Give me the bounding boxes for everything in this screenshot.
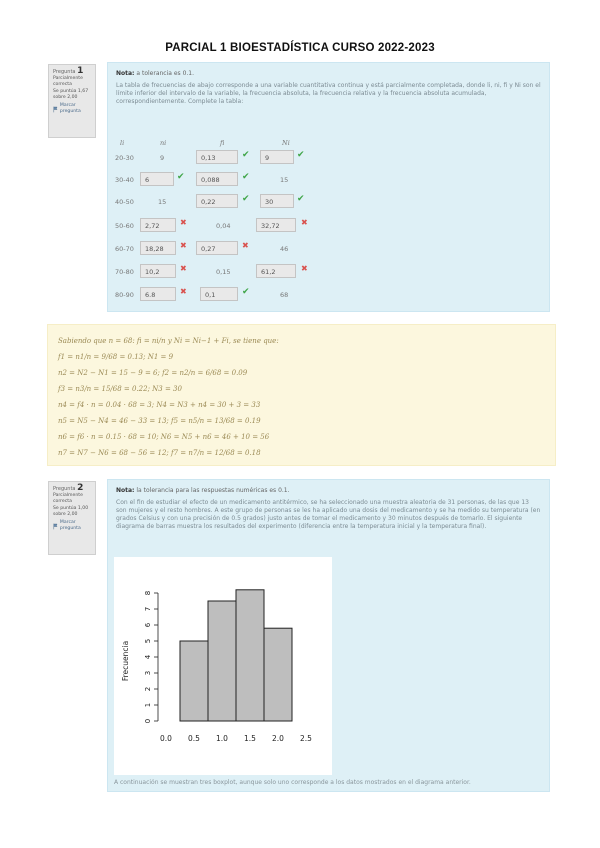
bar-2.0	[264, 628, 292, 721]
page-title: PARCIAL 1 BIOESTADÍSTICA CURSO 2022-2023	[165, 42, 435, 54]
Ni-cell: 15	[280, 176, 289, 184]
feedback-line: n4 = f4 · n = 0.04 · 68 = 3; N4 = N3 + n4 = 30 + 3 = 33	[58, 401, 261, 409]
check-icon: ✔	[242, 287, 250, 297]
header-fi: fi	[220, 139, 225, 147]
flag-question-button[interactable]: Marcar pregunta	[53, 103, 91, 115]
Ni-cell: 68	[280, 291, 289, 299]
y-tick-label: 7	[144, 606, 152, 612]
question-note: Nota: a tolerancia es 0.1.	[116, 70, 195, 77]
feedback-line: n7 = N7 − N6 = 68 − 56 = 12; f7 = n7/n = 12/68 = 0.18	[58, 449, 261, 457]
y-tick-label: 8	[144, 590, 152, 596]
ni-cell: 15	[158, 198, 167, 206]
bar-chart-svg	[114, 557, 332, 775]
fi-input[interactable]: 0,22	[196, 194, 238, 208]
ni-cell: 9	[160, 154, 165, 162]
bar-1.5	[236, 590, 264, 721]
check-icon: ✔	[177, 172, 185, 182]
question-score: Se puntúa 1,67 sobre 2,00	[53, 89, 89, 100]
check-icon: ✔	[297, 194, 305, 204]
question-score: Se puntúa 1,00 sobre 2,00	[53, 506, 89, 517]
cross-icon: ✖	[180, 264, 187, 273]
bar-chart	[114, 557, 332, 775]
question-number: Pregunta 2	[53, 483, 84, 493]
ni-input[interactable]: 6	[140, 172, 174, 186]
x-tick-label: 2.0	[272, 734, 284, 743]
y-tick-label: 6	[144, 622, 152, 628]
feedback-line: n2 = N2 − N1 = 15 − 9 = 6; f2 = n2/n = 6/68 = 0.09	[58, 369, 248, 377]
fi-input[interactable]: 0,1	[200, 287, 238, 301]
y-axis-label: Frecuencia	[121, 640, 130, 682]
check-icon: ✔	[242, 172, 250, 182]
check-icon: ✔	[242, 150, 250, 160]
general-feedback	[47, 324, 556, 466]
Ni-cell: 46	[280, 245, 289, 253]
check-icon: ✔	[242, 194, 250, 204]
y-tick-label: 0	[144, 718, 152, 724]
x-tick-label: 0.0	[160, 734, 172, 743]
fi-input[interactable]: 0,27	[196, 241, 238, 255]
ni-input[interactable]: 18,28	[140, 241, 176, 255]
feedback-line: n6 = f6 · n = 0.15 · 68 = 10; N6 = N5 + n6 = 46 + 10 = 56	[58, 433, 270, 441]
fi-cell: 0,04	[216, 222, 231, 230]
fi-input[interactable]: 0,13	[196, 150, 238, 164]
cross-icon: ✖	[180, 218, 187, 227]
x-tick-label: 0.5	[188, 734, 200, 743]
cross-icon: ✖	[301, 264, 308, 273]
ni-input[interactable]: 6.8	[140, 287, 176, 301]
header-li: li	[120, 139, 125, 147]
question-text: Con el fin de estudiar el efecto de un medicamento antitérmico, se ha seleccionado una muestra aleatoria de 31 personas, de las que 13 son mujeres y el resto hombres. A este grupo de personas se les ha aplicado una dosis del medicamento y se ha medido su temperatura (en grados Celsius y con una precisión de 0.5 grados) justo antes de tomar el medicamento y 30 minutos después de tomarlo. El siguiente diagrama de barras muestra los resultados del experimento (diferencia entre la temperatura inicial y la temperatura final).	[116, 499, 541, 530]
x-tick-label: 2.5	[300, 734, 312, 743]
question-state: Parcialmente correcta	[53, 76, 83, 87]
feedback-line: f3 = n3/n = 15/68 = 0.22; N3 = 30	[58, 385, 182, 393]
question-state: Parcialmente correcta	[53, 493, 83, 504]
y-tick-label: 4	[144, 654, 152, 660]
ni-input[interactable]: 10,2	[140, 264, 176, 278]
fi-input[interactable]: 0,088	[196, 172, 238, 186]
feedback-line: f1 = n1/n = 9/68 = 0.13; N1 = 9	[58, 353, 174, 361]
header-Ni: Ni	[282, 139, 290, 147]
Ni-input[interactable]: 61,2	[256, 264, 296, 278]
header-ni: ni	[160, 139, 167, 147]
boxplot-intro-text: A continuación se muestran tres boxplot, aunque solo uno corresponde a los datos mostrados en el diagrama anterior.	[114, 779, 471, 786]
interval-cell: 60-70	[115, 245, 134, 253]
x-tick-label: 1.5	[244, 734, 256, 743]
bar-1.0	[208, 601, 236, 721]
cross-icon: ✖	[242, 241, 249, 250]
interval-cell: 70-80	[115, 268, 134, 276]
x-tick-label: 1.0	[216, 734, 228, 743]
interval-cell: 80-90	[115, 291, 134, 299]
interval-cell: 20-30	[115, 154, 134, 162]
check-icon: ✔	[297, 150, 305, 160]
feedback-line: n5 = N5 − N4 = 46 − 33 = 13; f5 = n5/n = 13/68 = 0.19	[58, 417, 261, 425]
interval-cell: 50-60	[115, 222, 134, 230]
flag-question-button[interactable]: Marcar pregunta	[53, 520, 91, 532]
cross-icon: ✖	[301, 218, 308, 227]
y-tick-label: 2	[144, 686, 152, 692]
y-tick-label: 1	[144, 702, 152, 708]
Ni-input[interactable]: 9	[260, 150, 294, 164]
bar-0.5	[180, 641, 208, 721]
question-note: Nota: la tolerancia para las respuestas numéricas es 0.1.	[116, 487, 290, 494]
flag-icon	[53, 106, 58, 113]
question-text: La tabla de frecuencias de abajo corresponde a una variable cuantitativa continua y está parcialmente completada, donde li, ni, fi y Ni son el límite inferior del intervalo de la variable, la frecuencia absoluta, la frecuencia relativa y la frecuencia absoluta acumulada, correspondientemente. Complete la tabla:	[116, 82, 541, 105]
fi-cell: 0,15	[216, 268, 231, 276]
ni-input[interactable]: 2,72	[140, 218, 176, 232]
interval-cell: 30-40	[115, 176, 134, 184]
Ni-input[interactable]: 32,72	[256, 218, 296, 232]
Ni-input[interactable]: 30	[260, 194, 294, 208]
question-info-1	[48, 64, 96, 138]
interval-cell: 40-50	[115, 198, 134, 206]
y-tick-label: 3	[144, 670, 152, 676]
feedback-line: Sabiendo que n = 68: fi = ni/n y Ni = Ni−1 + Fi, se tiene que:	[58, 337, 279, 345]
flag-icon	[53, 523, 58, 530]
question-info-2	[48, 481, 96, 555]
cross-icon: ✖	[180, 287, 187, 296]
cross-icon: ✖	[180, 241, 187, 250]
y-tick-label: 5	[144, 638, 152, 644]
question-number: Pregunta 1	[53, 66, 84, 76]
